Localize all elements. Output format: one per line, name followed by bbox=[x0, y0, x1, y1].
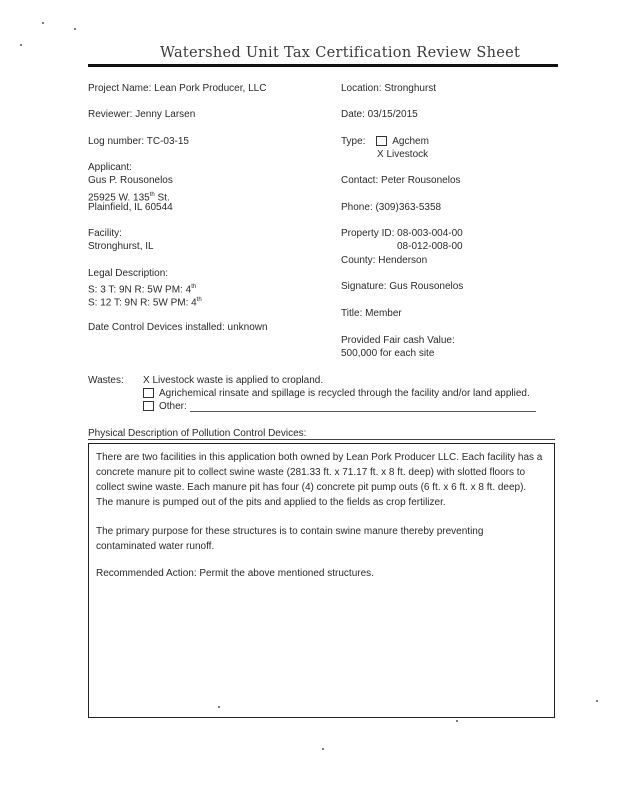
agchem-label: Agchem bbox=[392, 136, 429, 147]
fair-cash-value: 500,000 for each site bbox=[341, 348, 435, 359]
legal-2-sup: th bbox=[196, 297, 202, 303]
other-underline bbox=[190, 411, 536, 412]
property-id-1: Property ID: 08-003-004-00 bbox=[341, 228, 463, 239]
phone: Phone: (309)363-5358 bbox=[341, 202, 442, 213]
description-paragraph-3: Recommended Action: Permit the above mentioned structures. bbox=[96, 568, 374, 579]
applicant-street-text: 25925 W. 135 bbox=[88, 192, 150, 204]
wastes-line-3 bbox=[143, 400, 187, 414]
heading-rule bbox=[88, 439, 555, 440]
wastes-line-2-text: Agrichemical rinsate and spillage is recycled through the facility and/or land applied. bbox=[159, 388, 530, 399]
title-field: Title: Member bbox=[341, 308, 402, 319]
scan-speck bbox=[74, 28, 76, 30]
description-paragraph-1: There are two facilities in this application both owned by Lean Pork Producer LLC. Each facility has a concrete manure pit to collect swine waste (281.33 ft. x 71.17 ft. x 8 ft. deep) with slotted floors to collect swine waste. Each manure pit has four (4) concrete pit pump outs (6 ft. x 6 ft. x 8 ft. deep). The manure is pumped out of the pits and applied to the fields as crop fertilizer. bbox=[96, 452, 543, 508]
contact: Contact: Peter Rousonelos bbox=[341, 175, 461, 186]
description-paragraph-2: The primary purpose for these structures is to contain swine manure thereby preventing contaminated water runoff. bbox=[96, 526, 484, 552]
other-checkbox[interactable] bbox=[143, 401, 154, 411]
type-label: Type: bbox=[341, 136, 366, 147]
wastes-line-3-text: Other: bbox=[159, 401, 187, 412]
signature: Signature: Gus Rousonelos bbox=[341, 281, 464, 292]
type-livestock: X Livestock bbox=[377, 149, 429, 160]
property-id-2: 08-012-008-00 bbox=[397, 241, 463, 252]
title-rule bbox=[88, 64, 558, 67]
applicant-label: Applicant: bbox=[88, 162, 132, 173]
applicant-street-sup: th bbox=[149, 192, 155, 198]
reviewer: Reviewer: Jenny Larsen bbox=[88, 109, 196, 120]
legal-2-text: S: 12 T: 9N R: 5W PM: 4 bbox=[88, 297, 197, 309]
page-title: Watershed Unit Tax Certification Review Sheet bbox=[160, 45, 521, 61]
applicant-city: Plainfield, IL 60544 bbox=[88, 202, 173, 213]
county: County: Henderson bbox=[341, 255, 428, 266]
date: Date: 03/15/2015 bbox=[341, 109, 418, 120]
legal-1-sup: th bbox=[191, 284, 197, 290]
wastes-line-1: X Livestock waste is applied to cropland. bbox=[143, 375, 324, 386]
applicant-street-end: St. bbox=[154, 192, 170, 204]
scan-speck bbox=[456, 720, 458, 722]
agchem-checkbox[interactable] bbox=[376, 136, 387, 146]
type-row bbox=[341, 135, 429, 149]
wastes-line-2 bbox=[143, 387, 530, 401]
agrichemical-checkbox[interactable] bbox=[143, 388, 154, 398]
project-name: Project Name: Lean Pork Producer, LLC bbox=[88, 83, 267, 94]
description-heading: Physical Description of Pollution Control Devices: bbox=[88, 428, 307, 439]
legal-1-text: S: 3 T: 9N R: 5W PM: 4 bbox=[88, 284, 192, 296]
wastes-label: Wastes: bbox=[88, 375, 124, 386]
log-number: Log number: TC-03-15 bbox=[88, 136, 189, 147]
facility-label: Facility: bbox=[88, 228, 122, 239]
scan-speck bbox=[596, 700, 598, 702]
scan-speck bbox=[322, 748, 324, 750]
legal-line-2 bbox=[88, 293, 202, 310]
scan-speck bbox=[42, 22, 44, 24]
fair-cash-label: Provided Fair cash Value: bbox=[341, 335, 455, 346]
facility-value: Stronghurst, IL bbox=[88, 241, 154, 252]
scan-speck bbox=[20, 44, 22, 46]
control-devices: Date Control Devices installed: unknown bbox=[88, 322, 268, 333]
location: Location: Stronghurst bbox=[341, 83, 437, 94]
legal-label: Legal Description: bbox=[88, 268, 169, 279]
applicant-name: Gus P. Rousonelos bbox=[88, 175, 173, 186]
